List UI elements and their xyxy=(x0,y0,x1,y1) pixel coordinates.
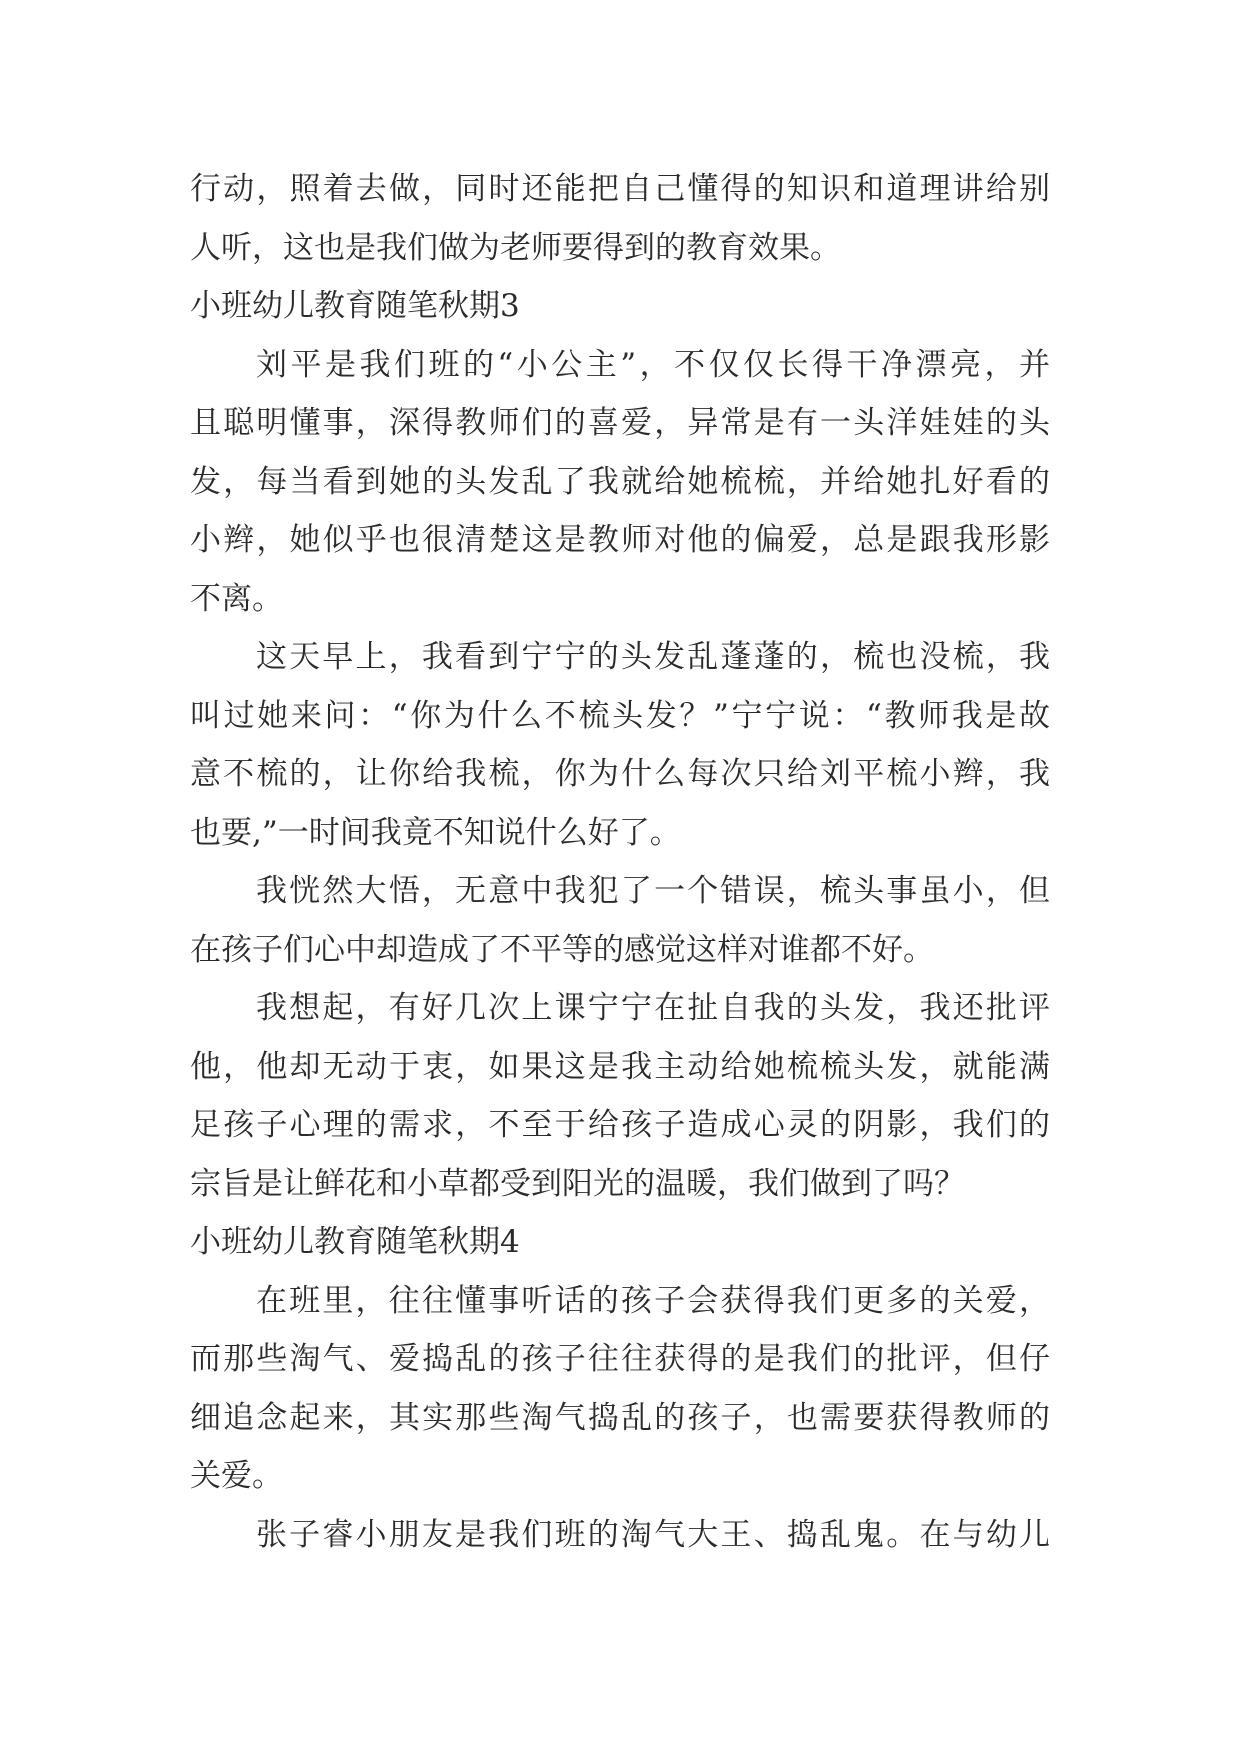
text-line: 刘平是我们班的“小公主”，不仅仅长得干净漂亮，并 xyxy=(256,346,1050,383)
text-line: 我恍然大悟，无意中我犯了一个错误，梳头事虽小，但 xyxy=(256,873,1050,909)
text-line: 而那些淘气、爱捣乱的孩子往往获得的是我们的批评，但仔 xyxy=(190,1341,1050,1377)
text-line: 人听，这也是我们做为老师要得到的教育效果。 xyxy=(190,229,841,266)
text-line: 我想起，有好几次上课宁宁在扯自我的头发，我还批评 xyxy=(256,990,1050,1026)
text-line: 且聪明懂事，深得教师们的喜爱，异常是有一头洋娃娃的头 xyxy=(190,405,1050,441)
section-heading: 小班幼儿教育随笔秋期4 xyxy=(190,1224,520,1260)
text-line: 叫过她来问：“你为什么不梳头发？”宁宁说：“教师我是故 xyxy=(190,697,1050,734)
text-line: 发，每当看到她的头发乱了我就给她梳梳，并给她扎好看的 xyxy=(190,463,1050,500)
text-line: 足孩子心理的需求，不至于给孩子造成心灵的阴影，我们的 xyxy=(190,1107,1050,1143)
document-body xyxy=(190,160,1050,1564)
text-line: 意不梳的，让你给我梳，你为什么每次只给刘平梳小辫，我 xyxy=(190,756,1050,792)
text-line: 他，他却无动于衷，如果这是我主动给她梳梳头发，就能满 xyxy=(190,1048,1050,1085)
section-heading: 小班幼儿教育随笔秋期3 xyxy=(190,288,520,324)
text-line: 这天早上，我看到宁宁的头发乱蓬蓬的，梳也没梳，我 xyxy=(256,639,1050,675)
text-line: 在孩子们心中却造成了不平等的感觉这样对谁都不好。 xyxy=(190,931,934,968)
text-line: 行动，照着去做，同时还能把自己懂得的知识和道理讲给别 xyxy=(190,171,1050,207)
text-line: 张子睿小朋友是我们班的淘气大王、捣乱鬼。在与幼儿 xyxy=(256,1516,1050,1553)
text-line: 在班里，往往懂事听话的孩子会获得我们更多的关爱， xyxy=(256,1282,1050,1319)
text-line: 宗旨是让鲜花和小草都受到阳光的温暖，我们做到了吗？ xyxy=(190,1165,965,1202)
text-line: 小辫，她似乎也很清楚这是教师对他的偏爱，总是跟我形影 xyxy=(190,522,1050,558)
text-line: 不离。 xyxy=(190,580,283,617)
text-line: 关爱。 xyxy=(190,1458,283,1494)
text-line: 也要,”一时间我竟不知说什么好了。 xyxy=(190,814,681,851)
text-line: 细追念起来，其实那些淘气捣乱的孩子，也需要获得教师的 xyxy=(190,1399,1050,1436)
